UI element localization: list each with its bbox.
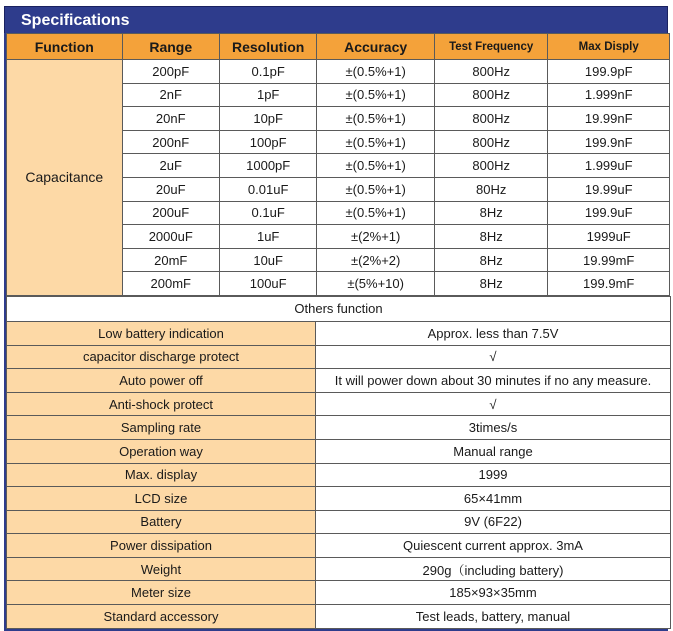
spec-header-row [7, 34, 670, 60]
cell-resolution: 1pF [219, 83, 316, 107]
row-label: Meter size [7, 581, 316, 605]
row-value: Manual range [316, 439, 671, 463]
cell-max-display: 19.99mF [548, 248, 670, 272]
cell-max-display: 19.99uF [548, 177, 670, 201]
row-label: Power dissipation [7, 534, 316, 558]
table-row [7, 416, 671, 440]
row-label: Battery [7, 510, 316, 534]
cell-test-frequency: 8Hz [434, 248, 548, 272]
row-label: Anti-shock protect [7, 392, 316, 416]
cell-range: 2nF [122, 83, 219, 107]
cell-test-frequency: 800Hz [434, 60, 548, 84]
table-row [7, 60, 670, 84]
cell-test-frequency: 8Hz [434, 201, 548, 225]
row-value: Approx. less than 7.5V [316, 321, 671, 345]
cell-test-frequency: 8Hz [434, 225, 548, 249]
row-value: 65×41mm [316, 487, 671, 511]
cell-range: 200uF [122, 201, 219, 225]
row-label: Auto power off [7, 369, 316, 393]
table-row [7, 581, 671, 605]
cell-range: 2000uF [122, 225, 219, 249]
row-label: LCD size [7, 487, 316, 511]
table-row [7, 534, 671, 558]
cell-range: 2uF [122, 154, 219, 178]
cell-range: 20nF [122, 107, 219, 131]
check-mark-icon: √ [316, 392, 671, 416]
cell-accuracy: ±(0.5%+1) [317, 177, 435, 201]
cell-test-frequency: 800Hz [434, 154, 548, 178]
function-capacitance: Capacitance [7, 60, 123, 296]
cell-test-frequency: 800Hz [434, 107, 548, 131]
others-heading-row [7, 296, 671, 321]
header-max-display: Max Disply [548, 34, 670, 60]
row-label: Operation way [7, 439, 316, 463]
capacitance-spec-table [6, 33, 670, 296]
cell-max-display: 199.9nF [548, 130, 670, 154]
table-row [7, 557, 671, 581]
cell-accuracy: ±(0.5%+1) [317, 130, 435, 154]
table-row [7, 369, 671, 393]
row-value: 1999 [316, 463, 671, 487]
cell-accuracy: ±(0.5%+1) [317, 201, 435, 225]
row-value: 185×93×35mm [316, 581, 671, 605]
specifications-sheet [4, 6, 668, 631]
header-range: Range [122, 34, 219, 60]
cell-range: 200mF [122, 272, 219, 296]
cell-resolution: 1000pF [219, 154, 316, 178]
others-function-table [6, 296, 671, 629]
page-title: Specifications [4, 6, 668, 33]
cell-resolution: 10uF [219, 248, 316, 272]
table-row [7, 345, 671, 369]
cell-accuracy: ±(2%+2) [317, 248, 435, 272]
header-test-frequency: Test Frequency [434, 34, 548, 60]
cell-resolution: 0.1uF [219, 201, 316, 225]
cell-resolution: 0.1pF [219, 60, 316, 84]
header-accuracy: Accuracy [317, 34, 435, 60]
cell-max-display: 1.999nF [548, 83, 670, 107]
row-value: Quiescent current approx. 3mA [316, 534, 671, 558]
cell-range: 200pF [122, 60, 219, 84]
check-mark-icon: √ [316, 345, 671, 369]
row-label: Standard accessory [7, 605, 316, 629]
table-row [7, 487, 671, 511]
row-label: capacitor discharge protect [7, 345, 316, 369]
row-value: 3times/s [316, 416, 671, 440]
row-label: Low battery indication [7, 321, 316, 345]
cell-test-frequency: 800Hz [434, 83, 548, 107]
spec-table-frame [4, 33, 668, 631]
header-resolution: Resolution [219, 34, 316, 60]
cell-accuracy: ±(0.5%+1) [317, 60, 435, 84]
header-function: Function [7, 34, 123, 60]
table-row [7, 463, 671, 487]
table-row [7, 321, 671, 345]
cell-resolution: 100uF [219, 272, 316, 296]
row-label: Sampling rate [7, 416, 316, 440]
cell-max-display: 199.9uF [548, 201, 670, 225]
row-label: Weight [7, 557, 316, 581]
cell-test-frequency: 800Hz [434, 130, 548, 154]
cell-test-frequency: 8Hz [434, 272, 548, 296]
cell-range: 200nF [122, 130, 219, 154]
cell-accuracy: ±(0.5%+1) [317, 107, 435, 131]
cell-max-display: 199.9mF [548, 272, 670, 296]
cell-resolution: 0.01uF [219, 177, 316, 201]
cell-accuracy: ±(5%+10) [317, 272, 435, 296]
cell-test-frequency: 80Hz [434, 177, 548, 201]
cell-max-display: 19.99nF [548, 107, 670, 131]
table-row [7, 392, 671, 416]
cell-range: 20mF [122, 248, 219, 272]
table-row [7, 605, 671, 629]
row-value: 9V (6F22) [316, 510, 671, 534]
cell-accuracy: ±(0.5%+1) [317, 154, 435, 178]
row-value: It will power down about 30 minutes if no any measure. [316, 369, 671, 393]
row-value: 290g（including battery) [316, 557, 671, 581]
cell-max-display: 1.999uF [548, 154, 670, 178]
cell-accuracy: ±(2%+1) [317, 225, 435, 249]
cell-resolution: 100pF [219, 130, 316, 154]
cell-resolution: 1uF [219, 225, 316, 249]
others-function-heading: Others function [7, 296, 671, 321]
row-value: Test leads, battery, manual [316, 605, 671, 629]
cell-resolution: 10pF [219, 107, 316, 131]
cell-range: 20uF [122, 177, 219, 201]
cell-accuracy: ±(0.5%+1) [317, 83, 435, 107]
row-label: Max. display [7, 463, 316, 487]
table-row [7, 439, 671, 463]
cell-max-display: 1999uF [548, 225, 670, 249]
cell-max-display: 199.9pF [548, 60, 670, 84]
table-row [7, 510, 671, 534]
